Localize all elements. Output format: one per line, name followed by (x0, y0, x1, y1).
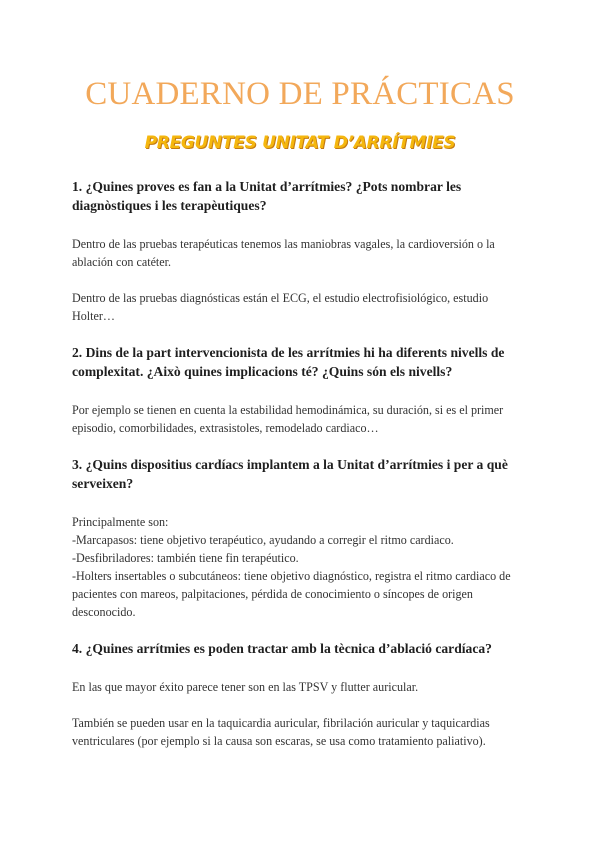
list-item-holters: -Holters insertables o subcutáneos: tiene objetivo diagnóstico, registra el ritmo cardiaco de pacientes con mareos, palpitaciones, pérdida de conocimiento o síncopes de origen desconocido. (72, 569, 511, 619)
answer-1-paragraph-1: Dentro de las pruebas terapéuticas tenemos las maniobras vagales, la cardioversión o la ablación con catéter. (72, 237, 495, 269)
answer-3-block (72, 513, 528, 621)
question-1: 1. ¿Quines proves es fan a la Unitat d’arrítmies? ¿Pots nombrar les diagnòstiques i les terapèutiques? (72, 179, 462, 213)
answer-1-paragraph-2: Dentro de las pruebas diagnósticas están el ECG, el estudio electrofisiológico, estudio Holter… (72, 291, 489, 323)
answer-4-paragraph-1: En las que mayor éxito parece tener son en las TPSV y flutter auricular. (72, 680, 419, 694)
answer-3-intro: Principalmente son: (72, 515, 169, 529)
qa-section-2 (72, 343, 528, 437)
qa-section-4 (72, 639, 528, 750)
qa-section-3 (72, 455, 528, 621)
page-subtitle: PREGUNTES UNITAT D’ARRÍTMIES (144, 133, 456, 153)
question-2: 2. Dins de la part intervencionista de les arrítmies hi ha diferents nivells de complexitat. ¿Això quines implicacions té? ¿Quins són els nivells? (72, 345, 505, 379)
list-item-desfibriladores: -Desfibriladores: también tiene fin terapéutico. (72, 551, 299, 565)
question-3: 3. ¿Quins dispositius cardíacs implantem a la Unitat d’arrítmies i per a què serveixen? (72, 457, 508, 491)
page-title: CUADERNO DE PRÁCTICAS (85, 76, 515, 112)
answer-2-paragraph-1: Por ejemplo se tienen en cuenta la estabilidad hemodinámica, su duración, si es el primer episodio, comorbilidades, extrasistoles, remodelado cardiaco… (72, 403, 504, 435)
qa-section-1 (72, 177, 528, 325)
answer-4-paragraph-2: También se pueden usar en la taquicardia auricular, fibrilación auricular y taquicardias ventriculares (por ejemplo si la causa son escaras, se usa como tratamiento paliativo). (72, 716, 490, 748)
question-4: 4. ¿Quines arrítmies es poden tractar amb la tècnica d’ablació cardíaca? (72, 641, 492, 656)
list-item-marcapasos: -Marcapasos: tiene objetivo terapéutico, ayudando a corregir el ritmo cardiaco. (72, 533, 454, 547)
